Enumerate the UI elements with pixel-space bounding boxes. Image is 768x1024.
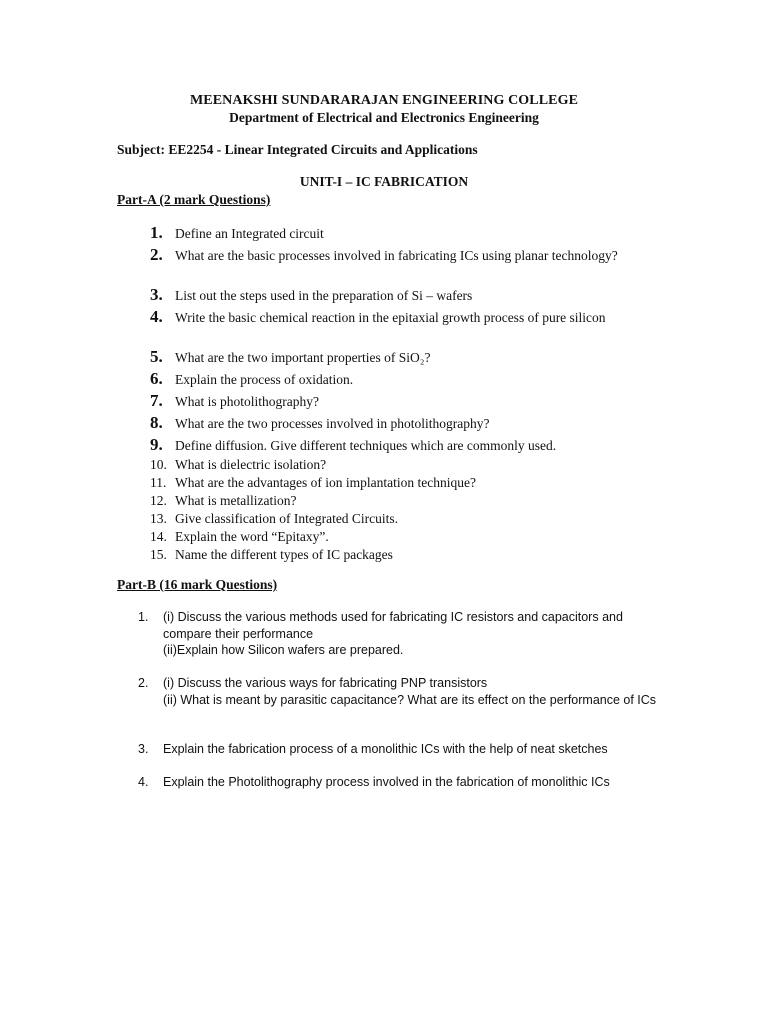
list-item xyxy=(140,510,640,528)
question-text: What is photolithography? xyxy=(175,394,319,409)
list-item xyxy=(140,349,640,371)
list-item xyxy=(140,225,640,247)
question-number: 11. xyxy=(150,475,167,490)
question-text: Explain the Photolithography process involved in the fabrication of monolithic ICs xyxy=(163,775,610,789)
question-number: 7. xyxy=(150,391,163,410)
list-item xyxy=(138,741,658,774)
list-item xyxy=(140,309,640,349)
list-item xyxy=(138,609,658,675)
question-text: What are the advantages of ion implantation technique? xyxy=(175,475,477,490)
question-text: Explain the process of oxidation. xyxy=(175,372,354,387)
question-text: List out the steps used in the preparation of Si – wafers xyxy=(175,288,473,303)
question-number: 2. xyxy=(150,245,163,264)
unit-title: UNIT-I – IC FABRICATION xyxy=(299,174,469,189)
part-a-question-list xyxy=(140,225,640,564)
subject-line: Subject: EE2254 - Linear Integrated Circuits and Applications xyxy=(117,142,478,157)
question-number: 5. xyxy=(150,347,163,366)
question-number: 3. xyxy=(138,742,149,756)
question-text: Name the different types of IC packages xyxy=(175,547,393,562)
question-number: 1. xyxy=(138,610,149,624)
list-item xyxy=(138,675,658,741)
question-text: What are the two important properties of SiO₂? xyxy=(175,350,431,365)
question-number: 13. xyxy=(150,511,167,526)
question-number: 2. xyxy=(138,676,149,690)
question-number: 1. xyxy=(150,223,163,242)
question-number: 8. xyxy=(150,413,163,432)
question-text: Define an Integrated circuit xyxy=(175,226,324,241)
question-number: 12. xyxy=(150,493,167,508)
question-text: What is dielectric isolation? xyxy=(175,457,327,472)
question-number: 14. xyxy=(150,529,167,544)
list-item xyxy=(140,528,640,546)
question-text: Explain the fabrication process of a monolithic ICs with the help of neat sketches xyxy=(163,742,608,756)
question-text: Give classification of Integrated Circuits. xyxy=(175,511,399,526)
question-text: Define diffusion. Give different techniques which are commonly used. xyxy=(175,438,557,453)
question-text: Explain the word “Epitaxy”. xyxy=(175,529,329,544)
list-item xyxy=(140,287,640,309)
part-b-question-list xyxy=(138,609,658,794)
list-item xyxy=(140,371,640,393)
list-item xyxy=(140,437,640,456)
question-text: (i) Discuss the various ways for fabricating PNP transistors xyxy=(163,676,488,690)
question-number: 3. xyxy=(150,285,163,304)
list-item xyxy=(138,774,658,794)
question-text: Write the basic chemical reaction in the epitaxial growth process of pure silicon xyxy=(175,310,606,325)
part-b-title: Part-B (16 mark Questions) xyxy=(117,577,278,592)
list-item xyxy=(140,492,640,510)
question-text: What is metallization? xyxy=(175,493,297,508)
question-text: (i) Discuss the various methods used for fabricating IC resistors and capacitors and compare their performance xyxy=(163,610,623,641)
list-item xyxy=(140,546,640,564)
list-item xyxy=(140,247,640,287)
question-subtext: (ii)Explain how Silicon wafers are prepared. xyxy=(163,643,404,657)
question-subtext: (ii) What is meant by parasitic capacitance? What are its effect on the performance of ICs xyxy=(163,692,657,707)
list-item xyxy=(140,393,640,415)
list-item xyxy=(140,415,640,437)
college-name: MEENAKSHI SUNDARARAJAN ENGINEERING COLLEGE xyxy=(189,93,579,108)
question-number: 15. xyxy=(150,547,167,562)
question-text: What are the two processes involved in photolithography? xyxy=(175,416,490,431)
part-a-title: Part-A (2 mark Questions) xyxy=(117,192,271,207)
question-text: What are the basic processes involved in fabricating ICs using planar technology? xyxy=(175,248,618,263)
list-item xyxy=(140,456,640,474)
question-number: 4. xyxy=(138,775,149,789)
question-number: 6. xyxy=(150,369,163,388)
department-name: Department of Electrical and Electronics Engineering xyxy=(229,110,539,125)
question-number: 10. xyxy=(150,457,167,472)
question-number: 4. xyxy=(150,307,163,326)
list-item xyxy=(140,474,640,492)
question-number: 9. xyxy=(150,435,163,454)
